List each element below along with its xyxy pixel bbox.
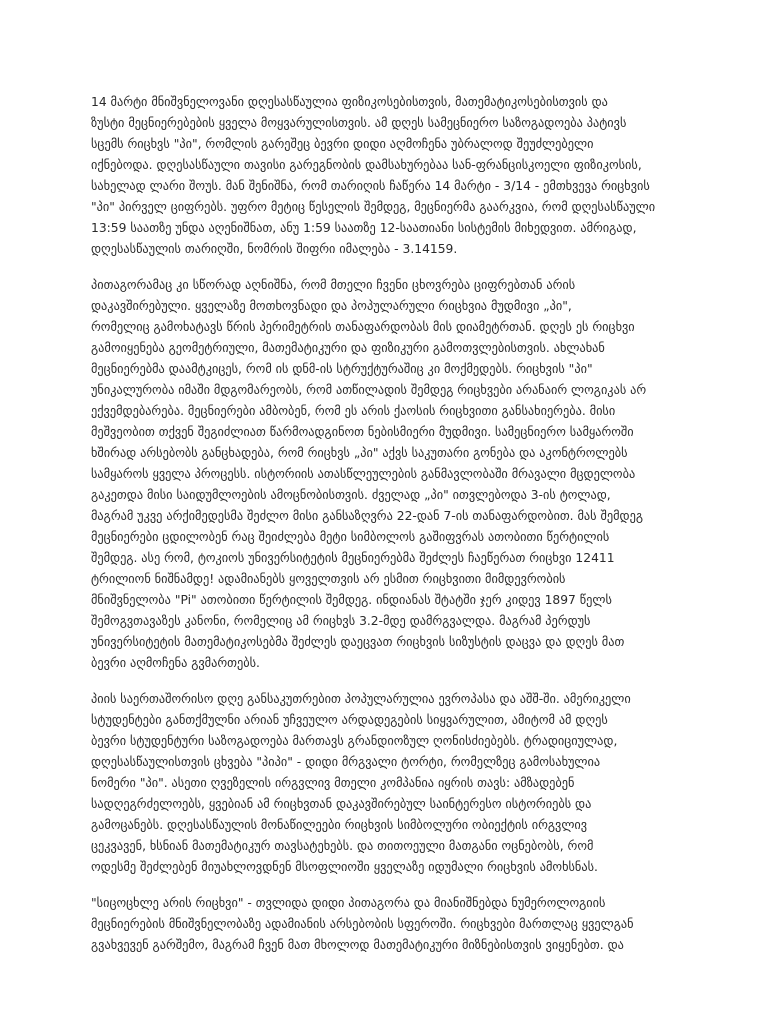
text-line: უნივერსიტეტის მათემატიკოსებმა შეძლეს დაეცვათ რიცხვის სიზუსტის დაცვა და დღეს მათ: [91, 635, 625, 649]
text-line: "პი" პირველ ციფრებს. უფრო მეტიც წესელის შემდეგ, მეცნიერმა გაარკვია, რომ დღესასწაული: [91, 200, 656, 214]
text-line: იქნებოდა. დღესასწაული თავისი გარეგნობის დამსახურებაა სან-ფრანცისკოელი ფიზიკოსის,: [91, 158, 642, 172]
text-line: 13:59 საათზე უნდა აღენიშნათ, ანუ 1:59 საათზე 12-საათიანი სისტემის მიხედვით. ამრიგად,: [91, 221, 637, 235]
text-line: მეცნიერები ცდილობენ რაც შეიძლება მეტი სიმბოლოს გაშიფვრას ათობითი წერტილის: [91, 530, 610, 544]
text-line: გვახვევენ გარშემო, მაგრამ ჩვენ მათ მხოლოდ მათემატიკური მიზნებისთვის ვიყენებთ. და: [91, 938, 624, 952]
text-line: ზუსტი მეცნიერებების ყველა მოყვარულისთვის. ამ დღეს სამეცნიერო საზოგადოება პატივს: [91, 116, 627, 130]
text-line: რომელიც გამოხატავს წრის პერიმეტრის თანაფარდობას მის დიამეტრთან. დღეს ეს რიცხვი: [91, 320, 635, 334]
text-line: გაკეთდა მისი საიდუმლოების ამოცნობისთვის. ძველად „პი" ითვლებოდა 3-ის ტოლად,: [91, 488, 611, 502]
text-line: ბევრი სტუდენტური საზოგადოება მართავს გრანდიოზულ ღონისძიებებს. ტრადიციულად,: [91, 734, 618, 748]
text-line: ნომერი "პი". ასეთი ღვეზელის ირგვლივ მთელი კომპანია იყრის თავს: ამზადებენ: [91, 776, 575, 790]
document-body: [91, 92, 673, 971]
text-line: მეცნიერების მნიშვნელობაზე ადამიანის არსებობის სფეროში. რიცხვები მართლაც ყველგან: [91, 917, 634, 931]
text-line: სადღეგრძელოებს, ყვებიან ამ რიცხვთან დაკავშირებულ საინტერესო ისტორიებს და: [91, 797, 592, 811]
paragraph-3: [91, 689, 673, 878]
text-line: დაკავშირებული. ყველაზე მოთხოვნადი და პოპულარული რიცხვია მუდმივი „პი",: [91, 299, 572, 313]
text-line: შემდეგ. ასე რომ, ტოკიოს უნივერსიტეტის მეცნიერებმა შეძლეს ჩაეწერათ რიცხვი 12411: [91, 551, 615, 565]
paragraph-1: [91, 92, 673, 260]
text-line: ცეკვავენ, ხსნიან მათემატიკურ თავსატეხებს. და თითოეული მათგანი ოცნებობს, რომ: [91, 839, 594, 853]
text-line: მნიშვნელობა "Pi" ათობითი წერტილის შემდეგ. ინდიანას შტატში ჯერ კიდევ 1897 წელს: [91, 593, 612, 607]
text-line: მაგრამ უკვე არქიმედესმა შეძლო მისი განსაზღვრა 22-დან 7-ის თანაფარდობით. მას შემდეგ: [91, 509, 643, 523]
text-line: 14 მარტი მნიშვნელოვანი დღესასწაულია ფიზიკოსებისთვის, მათემატიკოსებისთვის და: [91, 95, 608, 109]
text-line: უნიკალურობა იმაში მდგომარეობს, რომ ათწილადის შემდეგ რიცხვები არანაირ ლოგიკას არ: [91, 383, 647, 397]
text-line: ოდესმე შეძლებენ მიუახლოვდნენ მსოფლიოში ყველაზე იდუმალი რიცხვის ამოხსნას.: [91, 860, 598, 874]
text-line: სახელად ლარი შოუს. მან შენიშნა, რომ თარიღის ჩაწერა 14 მარტი - 3/14 - ემთხვევა რიცხვის: [91, 179, 650, 193]
text-line: ტრილიონ ნიშნამდე! ადამიანებს ყოველთვის არ ესმით რიცხვითი მიმდევრობის: [91, 572, 566, 586]
text-line: პითაგორამაც კი სწორად აღნიშნა, რომ მთელი ჩვენი ცხოვრება ციფრებთან არის: [91, 278, 576, 292]
text-line: შემოგვთავაზეს კანონი, რომელიც ამ რიცხვს 3.2-მდე დამრგვალდა. მაგრამ პერდუს: [91, 614, 591, 628]
text-line: სამყაროს ყველა პროცესს. ისტორიის ათასწლეულების განმავლობაში მრავალი მცდელობა: [91, 467, 636, 481]
text-line: პიის საერთაშორისო დღე განსაკუთრებით პოპულარულია ევროპასა და აშშ-ში. ამერიკელი: [91, 692, 631, 706]
text-line: გამოიყენება გეომეტრიული, მათემატიკური და ფიზიკური გამოთვლებისთვის. ახლახან: [91, 341, 605, 355]
text-line: მეცნიერებმა დაამტკიცეს, რომ ის დნმ-ის სტრუქტურაშიც კი მოქმედებს. რიცხვის "პი": [91, 362, 593, 376]
text-line: გამოცანებს. დღესასწაულის მონაწილეები რიცხვის სიმბოლური ობიექტის ირგვლივ: [91, 818, 588, 832]
text-line: ექვემდებარება. მეცნიერები ამბობენ, რომ ეს არის ქაოსის რიცხვითი განსახიერება. მისი: [91, 404, 616, 418]
text-line: დღესასწაულისთვის ცხვება "პიპი" - დიდი მრგვალი ტორტი, რომელზეც გამოსახულია: [91, 755, 601, 769]
text-line: "სიცოცხლე არის რიცხვი" - თვლიდა დიდი პითაგორა და მიანიშნებდა ნუმეროლოგიის: [91, 896, 606, 910]
text-line: სტუდენტები განთქმულნი არიან უჩვეულო არდადეგების სიყვარულით, ამიტომ ამ დღეს: [91, 713, 608, 727]
paragraph-2: [91, 275, 673, 674]
text-line: ხშირად არსებობს განცხადება, რომ რიცხვს „პი" აქვს საკუთარი გონება და აკონტროლებს: [91, 446, 628, 460]
text-line: დღესასწაულის თარიღში, ნომრის შიფრი იმალება - 3.14159.: [91, 242, 458, 256]
paragraph-4: [91, 893, 673, 956]
text-line: მეშვეობით თქვენ შეგიძლიათ წარმოადგინოთ ნებისმიერი მუდმივი. სამეცნიერო სამყაროში: [91, 425, 634, 439]
text-line: ბევრი აღმოჩენა გვმართებს.: [91, 656, 260, 670]
text-line: სცემს რიცხვს "პი", რომლის გარეშეც ბევრი დიდი აღმოჩენა უბრალოდ შეუძლებელი: [91, 137, 594, 151]
